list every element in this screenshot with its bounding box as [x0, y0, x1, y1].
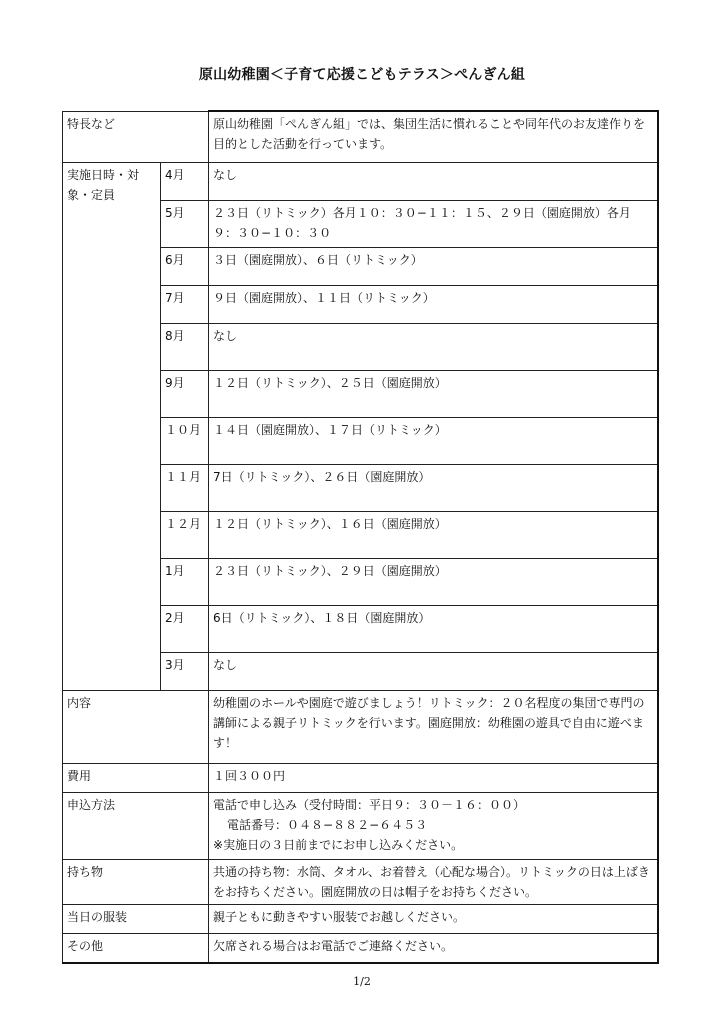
- fee-label: 費用: [63, 764, 209, 793]
- document-title: 原山幼稚園＜子育て応援こどもテラス＞ぺんぎん組: [198, 67, 526, 83]
- month-schedule: なし: [209, 163, 658, 201]
- schedule-label: 実施日時・対象・定員: [63, 163, 161, 691]
- month-label: 4月: [161, 163, 209, 201]
- month-label: 3月: [161, 653, 209, 691]
- row-dress: [63, 905, 658, 934]
- application-note: ※実施日の３日前までにお申し込みください。: [213, 838, 464, 852]
- month-label: 1月: [161, 559, 209, 606]
- page-number: 1/2: [353, 975, 371, 988]
- month-label: 5月: [161, 201, 209, 248]
- month-label: １２月: [161, 512, 209, 559]
- month-label: 2月: [161, 606, 209, 653]
- month-schedule: ９日（園庭開放）、１１日（リトミック）: [209, 286, 658, 324]
- belongings-text: 共通の持ち物：水筒、タオル、お着替え（心配な場合）。リトミックの日は上ばきをお持ちください。園庭開放の日は帽子をお持ちください。: [209, 860, 658, 905]
- row-belongings: [63, 860, 658, 905]
- phone-number: 電話番号：０４８−８８２−６４５３: [227, 818, 428, 832]
- info-table: [62, 110, 659, 964]
- application-details: [209, 793, 658, 860]
- row-other: [63, 934, 658, 964]
- fee-text: １回３００円: [209, 764, 658, 793]
- features-text: 原山幼稚園「ぺんぎん組」では、集団生活に慣れることや同年代のお友達作りを目的とした活動を行っています。: [209, 111, 658, 163]
- month-schedule: なし: [209, 324, 658, 371]
- other-text: 欠席される場合はお電話でご連絡ください。: [209, 934, 658, 964]
- month-schedule: １２日（リトミック）、１６日（園庭開放）: [209, 512, 658, 559]
- content-text: 幼稚園のホールや園庭で遊びましょう！リトミック：２０名程度の集団で専門の講師による親子リトミックを行います。園庭開放：幼稚園の遊具で自由に遊べます！: [209, 691, 658, 764]
- row-fee: [63, 764, 658, 793]
- month-schedule: １４日（園庭開放）、１７日（リトミック）: [209, 418, 658, 465]
- month-schedule: ２３日（リトミック）各月１０：３０−１１：１５、２９日（園庭開放）各月９：３０−１０：３０: [209, 201, 658, 248]
- month-schedule: １２日（リトミック）、２５日（園庭開放）: [209, 371, 658, 418]
- other-label: その他: [63, 934, 209, 964]
- row-application: [63, 793, 658, 860]
- row-content: [63, 691, 658, 764]
- features-label: 特長など: [63, 111, 209, 163]
- month-schedule: なし: [209, 653, 658, 691]
- month-label: 7月: [161, 286, 209, 324]
- application-method: 電話で申し込み（受付時間：平日９：３０－１６：００）: [213, 798, 526, 812]
- month-schedule: 7日（リトミック）、２６日（園庭開放）: [209, 465, 658, 512]
- belongings-label: 持ち物: [63, 860, 209, 905]
- row-month-4: [63, 163, 658, 201]
- month-label: 6月: [161, 248, 209, 286]
- month-schedule: ２３日（リトミック）、２９日（園庭開放）: [209, 559, 658, 606]
- dress-text: 親子ともに動きやすい服装でお越しください。: [209, 905, 658, 934]
- content-label: 内容: [63, 691, 209, 764]
- month-label: 9月: [161, 371, 209, 418]
- month-label: １１月: [161, 465, 209, 512]
- dress-label: 当日の服装: [63, 905, 209, 934]
- month-label: 8月: [161, 324, 209, 371]
- month-label: １０月: [161, 418, 209, 465]
- row-features: [63, 111, 658, 163]
- month-schedule: 6日（リトミック）、１８日（園庭開放）: [209, 606, 658, 653]
- month-schedule: ３日（園庭開放）、６日（リトミック）: [209, 248, 658, 286]
- application-label: 申込方法: [63, 793, 209, 860]
